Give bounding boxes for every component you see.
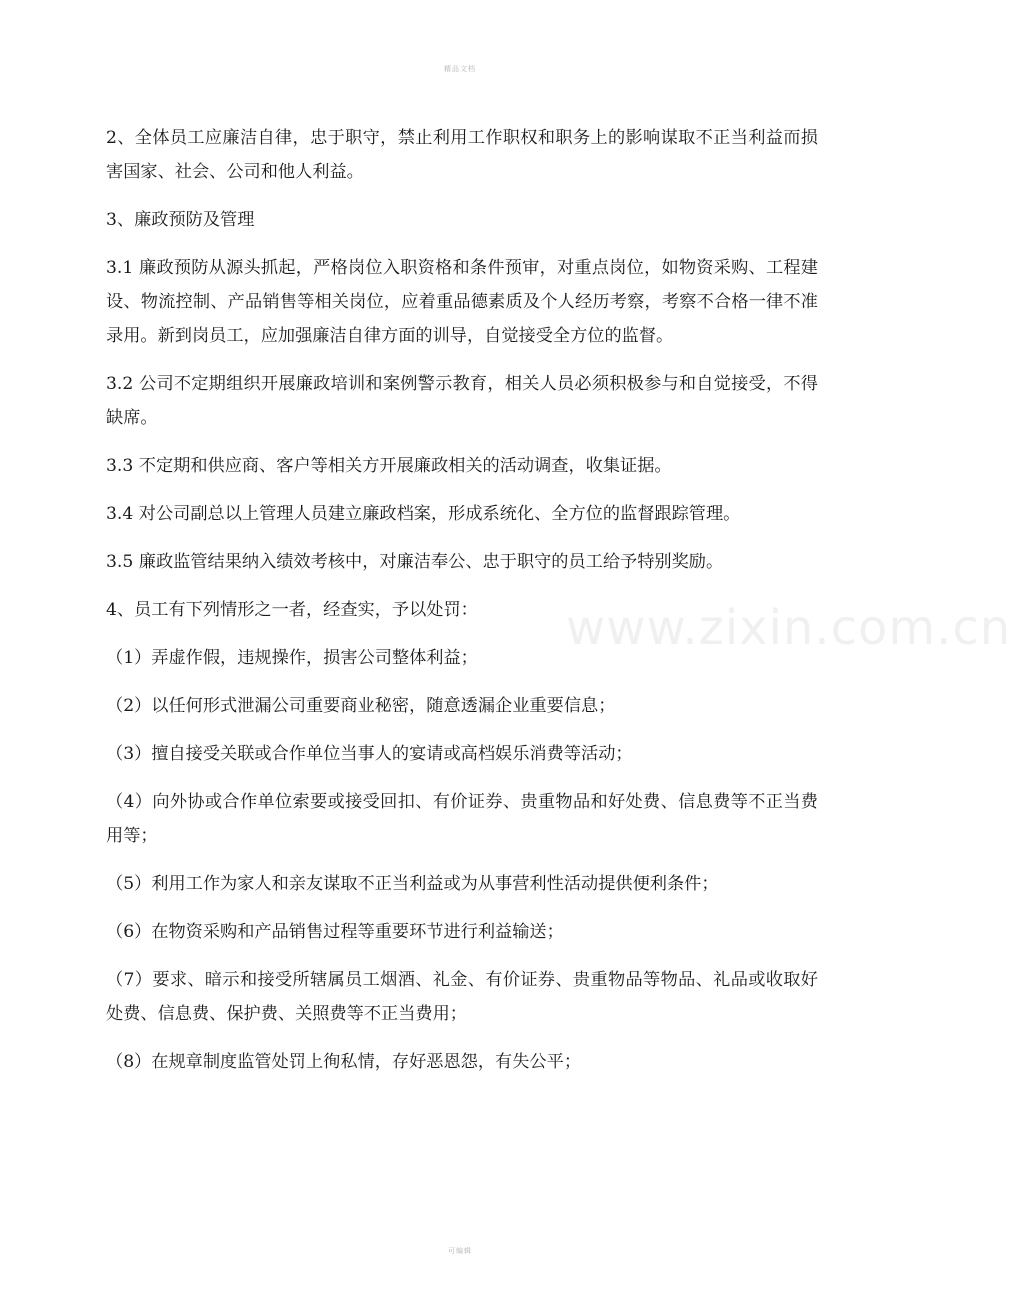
site-watermark: www.zixin.com.cn [566,600,1011,656]
paragraph-3-1: 3.1 廉政预防从源头抓起，严格岗位入职资格和条件预审，对重点岗位，如物资采购、工程建设、物流控制、产品销售等相关岗位，应着重品德素质及个人经历考察，考察不合格一律不准录用。新到岗员工，应加强廉洁自律方面的训导，自觉接受全方位的监督。 [106,258,818,346]
list-item-4: （4）向外协或合作单位索要或接受回扣、有价证券、贵重物品和好处费、信息费等不正当费用等； [106,792,818,846]
list-item-5: （5）利用工作为家人和亲友谋取不正当利益或为从事营利性活动提供便利条件； [106,874,719,894]
list-item-6: （6）在物资采购和产品销售过程等重要环节进行利益输送； [106,922,564,942]
list-item-3: （3）擅自接受关联或合作单位当事人的宴请或高档娱乐消费等活动； [106,744,633,764]
section-heading-3: 3、廉政预防及管理 [106,210,255,230]
page-header-mark: 精品文档 [444,65,476,73]
list-item-8: （8）在规章制度监管处罚上徇私情，存好恶恩怨，有失公平； [106,1052,582,1072]
list-item-2: （2）以任何形式泄漏公司重要商业秘密，随意透漏企业重要信息； [106,696,616,716]
section-heading-4: 4、员工有下列情形之一者，经查实，予以处罚： [106,600,478,620]
paragraph-2: 2、全体员工应廉洁自律，忠于职守，禁止利用工作职权和职务上的影响谋取不正当利益而损害国家、社会、公司和他人利益。 [106,128,818,182]
paragraph-3-2: 3.2 公司不定期组织开展廉政培训和案例警示教育，相关人员必须积极参与和自觉接受，不得缺席。 [106,374,818,428]
page-footer-mark: 可编辑 [448,1247,472,1255]
paragraph-3-3: 3.3 不定期和供应商、客户等相关方开展廉政相关的活动调查，收集证据。 [106,456,672,476]
paragraph-3-4: 3.4 对公司副总以上管理人员建立廉政档案，形成系统化、全方位的监督跟踪管理。 [106,504,741,524]
paragraph-3-5: 3.5 廉政监管结果纳入绩效考核中，对廉洁奉公、忠于职守的员工给予特别奖励。 [106,552,724,572]
list-item-7: （7）要求、暗示和接受所辖属员工烟酒、礼金、有价证券、贵重物品等物品、礼品或收取好处费、信息费、保护费、关照费等不正当费用； [106,970,818,1024]
document-body [106,121,818,1093]
list-item-1: （1）弄虚作假，违规操作，损害公司整体利益； [106,648,478,668]
